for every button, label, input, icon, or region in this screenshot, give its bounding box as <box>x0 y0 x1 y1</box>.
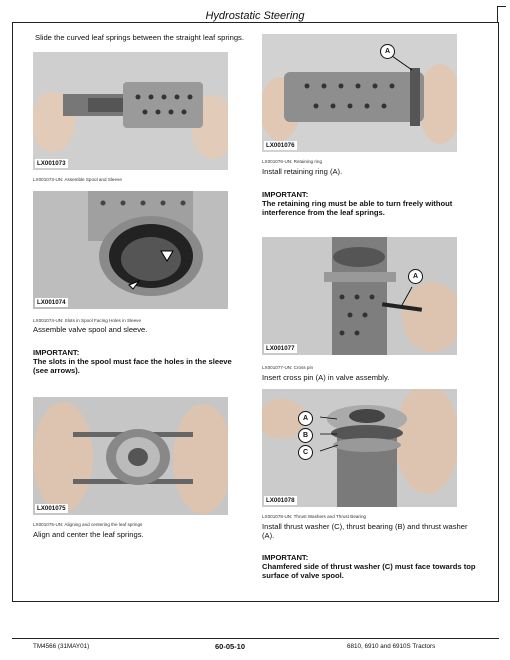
step-text: Install retaining ring (A). <box>262 167 343 176</box>
important-text: Chamfered side of thrust washer (C) must face towards top surface of valve spool. <box>262 562 476 580</box>
step-text: Insert cross pin (A) in valve assembly. <box>262 373 390 382</box>
figure-label: LX001075 <box>37 505 66 512</box>
important-heading: IMPORTANT: <box>262 553 309 562</box>
figure-retaining-ring <box>262 34 457 152</box>
important-text: The slots in the spool must face the holes in the sleeve (see arrows). <box>33 357 232 375</box>
figure-spool-slots <box>33 191 228 309</box>
figure-thrust-washers <box>262 389 457 507</box>
footer-rule <box>12 638 499 639</box>
figure-caption: LX001078-UN: Thrust Washers and Thrust Bearing <box>262 514 367 519</box>
callout-a: A <box>408 269 423 284</box>
figure-label: LX001073 <box>37 160 66 167</box>
callout-b: B <box>298 428 313 443</box>
callout-a: A <box>298 411 313 426</box>
footer-model: 6810, 6910 and 6910S Tractors <box>347 643 436 650</box>
step-text: Install thrust washer (C), thrust bearing (B) and thrust washer (A). <box>262 522 468 540</box>
figure-cross-pin <box>262 237 457 355</box>
figure-label: LX001077 <box>266 345 295 352</box>
step-text: Align and center the leaf springs. <box>33 530 144 539</box>
important-text: The retaining ring must be able to turn freely without interference from the leaf springs. <box>262 199 453 217</box>
page-title: Hydrostatic Steering <box>205 10 305 22</box>
figure-caption: LX001074-UN: Slots in Spool Facing Holes in Sleeve <box>33 318 142 323</box>
figure-assemble-spool <box>33 52 228 170</box>
figure-label: LX001078 <box>266 497 295 504</box>
figure-label: LX001074 <box>37 299 66 306</box>
page-corner-mark <box>497 6 506 23</box>
figure-caption: LX001073-UN: Assemble Spool and Sleeve <box>33 177 122 182</box>
figure-caption: LX001077-UN: Cross pin <box>262 365 314 370</box>
figure-label: LX001076 <box>266 142 295 149</box>
footer-doc-id: TM4566 (31MAY01) <box>33 643 90 650</box>
figure-caption: LX001076-UN: Retaining ring <box>262 159 323 164</box>
important-heading: IMPORTANT: <box>33 348 80 357</box>
figure-leaf-springs <box>33 397 228 515</box>
step-text: Assemble valve spool and sleeve. <box>33 325 148 334</box>
figure-caption: LX001075-UN: Aligning and centering the leaf springs <box>33 522 143 527</box>
callout-a: A <box>380 44 395 59</box>
important-heading: IMPORTANT: <box>262 190 309 199</box>
footer-page-number: 60-05-10 <box>215 642 246 651</box>
callout-c: C <box>298 445 313 460</box>
intro-text: Slide the curved leaf springs between the straight leaf springs. <box>35 33 244 42</box>
